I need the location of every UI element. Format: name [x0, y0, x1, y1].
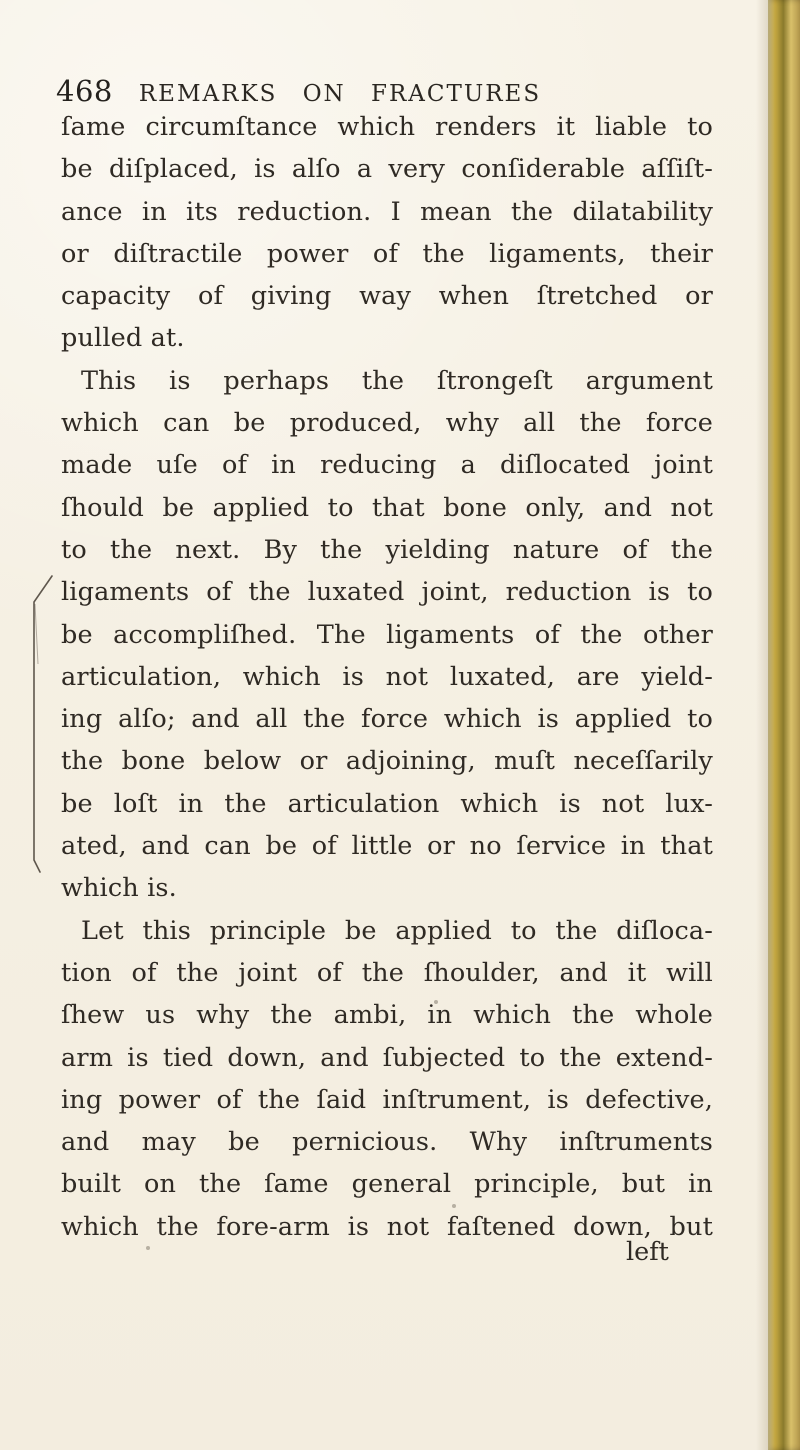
- running-title-left: REMARKS: [138, 81, 278, 107]
- text-line: ance in its reduction. I mean the dilatability: [61, 196, 713, 227]
- margin-bracket-mark: [22, 574, 56, 874]
- paper-speck: [452, 1204, 456, 1208]
- running-title-mid: ON: [302, 81, 346, 107]
- text-line: which can be produced, why all the force: [61, 408, 713, 439]
- text-line: articulation, which is not luxated, are yield-: [61, 661, 713, 692]
- text-line: ated, and can be of little or no ſervice in that: [61, 831, 713, 862]
- body-text: [61, 106, 713, 1248]
- text-line: be accompliſhed. The ligaments of the other: [61, 619, 713, 650]
- text-line: tion of the joint of the ſhoulder, and it will: [61, 957, 713, 988]
- text-line: This is perhaps the ſtrongeſt argument: [81, 365, 713, 396]
- text-line: or diſtractile power of the ligaments, their: [61, 238, 713, 269]
- page-edge-shadow: [756, 0, 768, 1450]
- text-line: ſhould be applied to that bone only, and not: [61, 492, 713, 523]
- text-line: to the next. By the yielding nature of the: [61, 534, 713, 565]
- paper-speck: [434, 1000, 438, 1004]
- text-line: ſame circumſtance which renders it liable to: [61, 112, 713, 142]
- text-line: which the fore-arm is not faſtened down, but: [61, 1211, 713, 1242]
- text-line: built on the ſame general principle, but in: [61, 1169, 713, 1200]
- page-number: 468: [56, 74, 113, 108]
- text-line: arm is tied down, and ſubjected to the extend-: [61, 1042, 713, 1073]
- text-line: ing power of the ſaid inſtrument, is defective,: [61, 1084, 713, 1115]
- text-line: Let this principle be applied to the diſloca-: [81, 915, 713, 946]
- running-title: [139, 81, 541, 107]
- text-line: capacity of giving way when ſtretched or: [61, 281, 713, 312]
- text-line: ing alſo; and all the force which is applied to: [61, 704, 713, 735]
- text-line: ſhew us why the ambi, in which the whole: [61, 1000, 713, 1031]
- text-line: and may be pernicious. Why inſtruments: [61, 1127, 713, 1158]
- text-line: pulled at.: [61, 323, 185, 354]
- paper-speck: [146, 1246, 150, 1250]
- running-title-right: FRACTURES: [371, 81, 542, 107]
- text-line: the bone below or adjoining, muſt neceſſarily: [61, 746, 713, 777]
- text-line: which is.: [61, 873, 177, 904]
- gilt-page-edge: [768, 0, 800, 1450]
- text-line: be loſt in the articulation which is not lux-: [61, 788, 713, 819]
- text-line: made uſe of in reducing a diſlocated joint: [61, 450, 713, 481]
- catchword: left: [626, 1237, 669, 1267]
- text-line: be diſplaced, is alſo a very conſiderable aſſiſt-: [61, 154, 713, 185]
- text-line: ligaments of the luxated joint, reduction is to: [61, 577, 713, 608]
